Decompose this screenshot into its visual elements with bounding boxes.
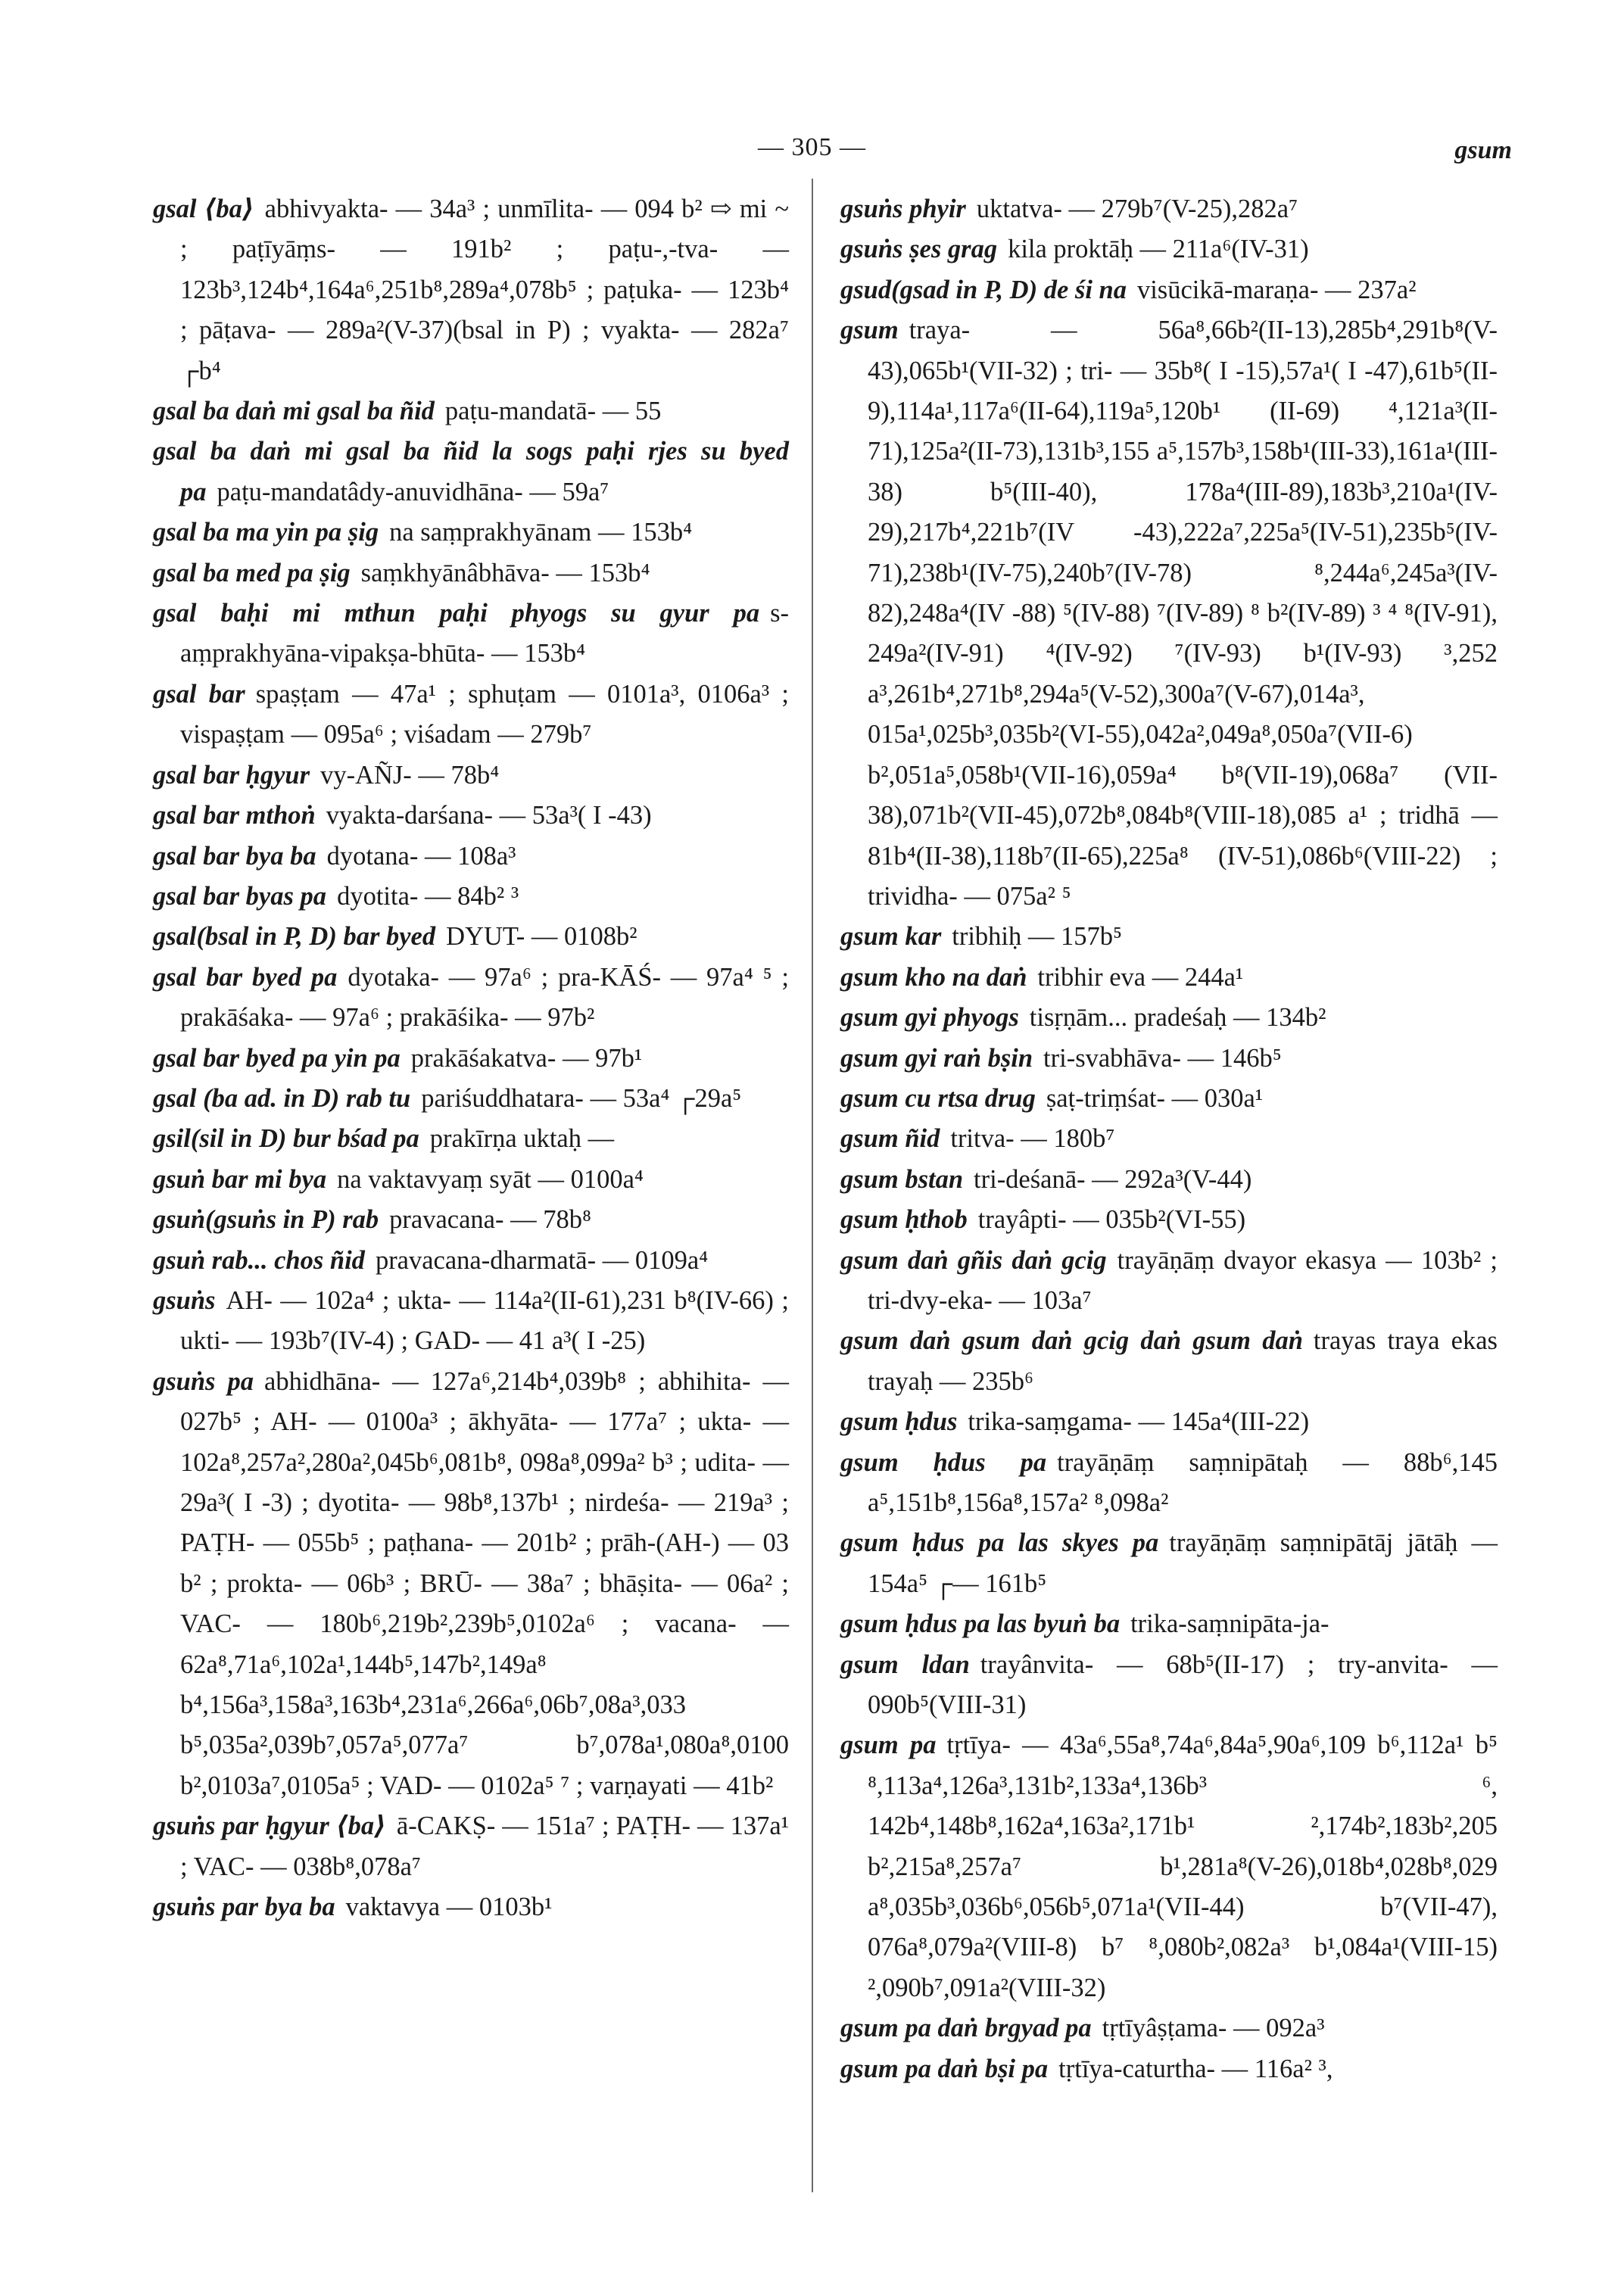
entry-text: uktatva- — 279b⁷(V-25),282a⁷ xyxy=(976,195,1298,223)
entry-headword: gsum ḥdus pa las byuṅ ba xyxy=(840,1609,1121,1639)
entry-headword: gsal ba daṅ mi gsal ba ñid xyxy=(153,397,435,426)
entry-text: vy-AÑJ- — 78b⁴ xyxy=(320,760,500,790)
entry-text: paṭu-mandatā- — 55 xyxy=(444,397,662,426)
dictionary-entry xyxy=(840,1039,1498,1079)
entry-headword: gsum daṅ gsum daṅ gcig daṅ gsum daṅ xyxy=(840,1326,1303,1356)
dictionary-entry xyxy=(153,1039,789,1079)
entry-text: tisṛṇām... pradeśaḥ — 134b² xyxy=(1029,1003,1326,1033)
column-divider xyxy=(812,179,813,2192)
entry-text: vaktavya — 0103b¹ xyxy=(345,1893,553,1922)
dictionary-entry xyxy=(153,1281,789,1362)
dictionary-entry xyxy=(840,1402,1498,1442)
entry-headword: gsum cu rtsa drug xyxy=(840,1083,1036,1113)
entry-headword: gsum pa daṅ bṣi pa xyxy=(840,2054,1049,2083)
entry-headword: gsuṅ rab... chos ñid xyxy=(153,1245,365,1275)
entry-text: ā-CAKṢ- — 151a⁷ ; PAṬH- — 137a¹ ; VAC- — 038b⁸,078a⁷ xyxy=(180,1812,789,1881)
entry-headword: gsuṅs par bya ba xyxy=(153,1893,335,1922)
entry-text: tribhir eva — 244a¹ xyxy=(1037,962,1244,992)
dictionary-entry xyxy=(153,553,789,594)
entry-headword: gsal bar byed pa yin pa xyxy=(153,1043,401,1073)
entry-text: tribhiḥ — 157b⁵ xyxy=(952,922,1123,952)
entry-text: tṛtīya-caturtha- — 116a² ³, xyxy=(1058,2054,1333,2083)
entry-headword: gsum ḥdus pa las skyes pa xyxy=(840,1528,1159,1558)
dictionary-entry xyxy=(840,958,1498,998)
entry-headword: gsal(bsal in P, D) bar byed xyxy=(153,922,436,952)
entry-text: prakāśakatva- — 97b¹ xyxy=(410,1043,643,1073)
entry-headword: gsum pa xyxy=(840,1731,937,1760)
entry-text: dyotana- — 108a³ xyxy=(326,841,516,871)
entry-text: trayas traya ekas trayaḥ — 235b⁶ xyxy=(868,1326,1498,1396)
dictionary-entry xyxy=(153,431,789,512)
entry-headword: gsum pa daṅ brgyad pa xyxy=(840,2014,1092,2043)
dictionary-entry xyxy=(153,756,789,796)
entry-headword: gsal bar bya ba xyxy=(153,841,316,871)
dictionary-entry xyxy=(153,1241,789,1281)
entry-text: ṣaṭ-triṃśat- — 030a¹ xyxy=(1046,1083,1264,1113)
entry-headword: gsum gyi phyogs xyxy=(840,1003,1019,1033)
dictionary-entry xyxy=(153,796,789,836)
entry-headword: gsum kho na daṅ xyxy=(840,962,1027,992)
dictionary-entry xyxy=(840,2049,1498,2089)
dictionary-entry xyxy=(840,1523,1498,1604)
entry-text: pariśuddhatara- — 53a⁴ ┌29a⁵ xyxy=(421,1083,742,1113)
dictionary-entry xyxy=(153,1079,789,1119)
entry-text: visūcikā-maraṇa- — 237a² xyxy=(1136,275,1417,304)
entry-headword: gsuṅs pa xyxy=(153,1366,254,1396)
entry-text: AH- — 102a⁴ ; ukta- — 114a²(II-61),231 b⁸(IV-66) ; ukti- — 193b⁷(IV-4) ; GAD- — 41 a³( I -25) xyxy=(180,1285,789,1356)
entry-text: traya- — 56a⁸,66b²(II-13),285b⁴,291b⁸(V-43),065b¹(VII-32) ; tri- — 35b⁸( I -15),57a¹( I -47),61b⁵(II-9),114a¹,117a⁶(II-64),119a⁵,120b¹ (II-69) ⁴,121a³(II-71),125a²(II-73),131b³,155 a⁵,157b³,158b¹(III-33),161a¹(III-38) b⁵(III-40), 178a⁴(III-89),183b³,210a¹(IV-29),217b⁴,221b⁷(IV -43),222a⁷,225a⁵(IV-51),235b⁵(IV-71),238b¹(IV-75),240b⁷(IV-78) ⁸,244a⁶,245a³(IV-82),248a⁴(IV -88) ⁵(IV-88) ⁷(IV-89) ⁸ b²(IV-89) ³ ⁴ ⁸(IV-91), 249a²(IV-91) ⁴(IV-92) ⁷(IV-93) b¹(IV-93) ³,252 a³,261b⁴,271b⁸,294a⁵(V-52),300a⁷(V-67),014a³, 015a¹,025b³,035b²(VI-55),042a²,049a⁸,050a⁷(VII-6) b²,051a⁵,058b¹(VII-16),059a⁴ b⁸(VII-19),068a⁷ (VII-38),071b²(VII-45),072b⁸,084b⁸(VIII-18),085 a¹ ; tridhā — 81b⁴(II-38),118b⁷(II-65),225a⁸ (IV-51),086b⁶(VIII-22) ; trividha- — 075a² ⁵ xyxy=(868,316,1498,911)
entry-text: na saṃprakhyānam — 153b⁴ xyxy=(389,518,693,547)
entry-headword: gsal bar ḥgyur xyxy=(153,760,310,790)
entry-headword: gsal baḥi mi mthun paḥi phyogs su gyur pa xyxy=(153,599,760,628)
entry-headword: gsum ḥdus xyxy=(840,1407,958,1437)
entry-headword: gsal ba med pa ṣig xyxy=(153,558,351,587)
dictionary-entry xyxy=(153,391,789,431)
entry-headword: gsil(sil in D) bur bśad pa xyxy=(153,1124,419,1154)
dictionary-entry xyxy=(153,958,789,1039)
entry-text: trika-saṃgama- — 145a⁴(III-22) xyxy=(968,1407,1310,1437)
dictionary-entry xyxy=(840,1725,1498,2008)
entry-text: tritva- — 180b⁷ xyxy=(950,1124,1115,1154)
entry-headword: gsum ḥdus pa xyxy=(840,1447,1047,1477)
entry-text: trayāṇāṃ saṃnipātāj jātāḥ — 154a⁵ ┌— 161b⁵ xyxy=(868,1528,1498,1598)
entry-headword: gsuṅ bar mi bya xyxy=(153,1164,327,1194)
entry-headword: gsum bstan xyxy=(840,1164,964,1194)
entry-headword: gsal bar xyxy=(153,679,245,709)
dictionary-entry xyxy=(840,1241,1498,1322)
right-column xyxy=(840,189,1498,2089)
entry-text: abhivyakta- — 34a³ ; unmīlita- — 094 b² ⇨ mi ~ ; paṭīyāṃs- — 191b² ; paṭu-,-tva- — 123b³,124b⁴,164a⁶,251b⁸,289a⁴,078b⁵ ; paṭuka- — 123b⁴ ; pāṭava- — 289a²(V-37)(bsal in P) ; vyakta- — 282a⁷ ┌b⁴ xyxy=(180,195,790,385)
dictionary-entry xyxy=(153,877,789,917)
dictionary-entry xyxy=(840,1321,1498,1402)
entry-text: tṛtīya- — 43a⁶,55a⁸,74a⁶,84a⁵,90a⁶,109 b⁶,112a¹ b⁵ ⁸,113a⁴,126a³,131b²,133a⁴,136b³ ⁶, 142b⁴,148b⁸,162a⁴,163a²,171b¹ ²,174b²,183b²,205 b²,215a⁸,257a⁷ b¹,281a⁸(V-26),018b⁴,028b⁸,029 a⁸,035b³,036b⁶,056b⁵,071a¹(VII-44) b⁷(VII-47), 076a⁸,079a²(VIII-8) b⁷ ⁸,080b²,082a³ b¹,084a¹(VIII-15) ²,090b⁷,091a²(VIII-32) xyxy=(868,1731,1498,2002)
page-number: — 305 — xyxy=(758,133,866,161)
running-head: gsum xyxy=(1454,136,1512,164)
entry-text: prakīrṇa uktaḥ — xyxy=(429,1124,615,1154)
entry-text: dyotita- — 84b² ³ xyxy=(337,881,519,911)
dictionary-entry xyxy=(840,998,1498,1038)
entry-headword: gsuṅs par ḥgyur ⟨ba⟩ xyxy=(153,1812,386,1841)
entry-headword: gsal bar byed pa xyxy=(153,962,338,992)
entry-text: trayāṇāṃ saṃnipātaḥ — 88b⁶,145 a⁵,151b⁸,156a⁸,157a² ⁸,098a² xyxy=(868,1447,1498,1517)
dictionary-entry xyxy=(840,917,1498,957)
dictionary-entry xyxy=(840,1604,1498,1644)
entry-headword: gsal ba daṅ mi gsal ba ñid la sogs paḥi rjes su byed pa xyxy=(153,437,789,506)
dictionary-entry xyxy=(840,1119,1498,1159)
entry-headword: gsal bar mthoṅ xyxy=(153,801,316,830)
left-column xyxy=(153,189,789,1927)
dictionary-entry xyxy=(840,1443,1498,1524)
entry-text: dyotaka- — 97a⁶ ; pra-KĀŚ- — 97a⁴ ⁵ ; prakāśaka- — 97a⁶ ; prakāśika- — 97b² xyxy=(180,962,789,1033)
entry-headword: gsum daṅ gñis daṅ gcig xyxy=(840,1245,1107,1275)
entry-text: abhidhāna- — 127a⁶,214b⁴,039b⁸ ; abhihita- — 027b⁵ ; AH- — 0100a³ ; ākhyāta- — 177a⁷ ; ukta- — 102a⁸,257a²,280a²,045b⁶,081b⁸, 098a⁸,099a² b³ ; udita- — 29a³( I -3) ; dyotita- — 98b⁸,137b¹ ; nirdeśa- — 219a³ ; PAṬH- — 055b⁵ ; paṭhana- — 201b² ; prāh-(AH-) — 03 b² ; prokta- — 06b³ ; BRŪ- — 38a⁷ ; bhāṣita- — 06a² ; VAC- — 180b⁶,219b²,239b⁵,0102a⁶ ; vacana- — 62a⁸,71a⁶,102a¹,144b⁵,147b²,149a⁸ b⁴,156a³,158a³,163b⁴,231a⁶,266a⁶,06b⁷,08a³,033 b⁵,035a²,039b⁷,057a⁵,077a⁷ b⁷,078a¹,080a⁸,0100 b²,0103a⁷,0105a⁵ ; VAD- — 0102a⁵ ⁷ ; varṇayati — 41b² xyxy=(180,1366,789,1800)
entry-headword: gsal bar byas pa xyxy=(153,881,327,911)
dictionary-entry xyxy=(153,1160,789,1200)
dictionary-entry xyxy=(153,189,789,391)
entry-text: spaṣṭam — 47a¹ ; sphuṭam — 0101a³, 0106a³ ; vispaṣṭam — 095a⁶ ; viśadam — 279b⁷ xyxy=(180,679,789,749)
dictionary-entry xyxy=(840,1079,1498,1119)
entry-headword: gsum ḥthob xyxy=(840,1205,968,1235)
entry-headword: gsal ⟨ba⟩ xyxy=(153,195,254,223)
dictionary-entry xyxy=(153,1362,789,1806)
entry-text: pravacana- — 78b⁸ xyxy=(389,1205,591,1235)
dictionary-entry xyxy=(840,310,1498,917)
entry-headword: gsum kar xyxy=(840,922,942,952)
entry-text: DYUT- — 0108b² xyxy=(446,922,637,952)
dictionary-entry xyxy=(840,1645,1498,1726)
entry-headword: gsum ñid xyxy=(840,1124,940,1154)
entry-headword: gsuṅs ṣes grag xyxy=(840,235,998,264)
dictionary-entry xyxy=(840,229,1498,269)
dictionary-entry xyxy=(840,270,1498,310)
dictionary-entry xyxy=(153,512,789,553)
dictionary-entry xyxy=(840,2008,1498,2048)
dictionary-entry xyxy=(153,1200,789,1240)
entry-headword: gsum gyi raṅ bṣin xyxy=(840,1043,1033,1073)
entry-text: trika-saṃnipāta-ja- xyxy=(1130,1609,1329,1639)
page-header xyxy=(0,133,1624,179)
entry-text: trayāṇāṃ dvayor ekasya — 103b² ; tri-dvy-eka- — 103a⁷ xyxy=(868,1245,1498,1315)
entry-text: kila proktāḥ — 211a⁶(IV-31) xyxy=(1008,235,1309,264)
entry-text: na vaktavyaṃ syāt — 0100a⁴ xyxy=(337,1164,644,1194)
dictionary-entry xyxy=(840,1160,1498,1200)
dictionary-entry xyxy=(153,1887,789,1927)
entry-headword: gsal (ba ad. in D) rab tu xyxy=(153,1083,411,1113)
entry-headword: gsum xyxy=(840,316,899,345)
entry-headword: gsuṅs phyir xyxy=(840,195,966,223)
entry-text: s-aṃprakhyāna-vipakṣa-bhūta- — 153b⁴ xyxy=(180,599,789,668)
dictionary-entry xyxy=(153,594,789,675)
entry-headword: gsud(gsad in P, D) de śi na xyxy=(840,275,1127,304)
entry-headword: gsum ldan xyxy=(840,1650,970,1679)
entry-text: vyakta-darśana- — 53a³( I -43) xyxy=(326,801,652,830)
dictionary-entry xyxy=(153,917,789,957)
entry-headword: gsuṅ(gsuṅs in P) rab xyxy=(153,1205,379,1235)
entry-text: trayânvita- — 68b⁵(II-17) ; try-anvita- — 090b⁵(VIII-31) xyxy=(868,1650,1498,1720)
entry-headword: gsuṅs xyxy=(153,1285,216,1315)
entry-text: pravacana-dharmatā- — 0109a⁴ xyxy=(375,1245,709,1275)
entry-text: trayâpti- — 035b²(VI-55) xyxy=(977,1205,1246,1235)
entry-text: tṛtīyâṣṭama- — 092a³ xyxy=(1102,2014,1325,2043)
dictionary-entry xyxy=(840,189,1498,229)
dictionary-entry xyxy=(840,1200,1498,1240)
dictionary-entry xyxy=(153,675,789,756)
entry-headword: gsal ba ma yin pa ṣig xyxy=(153,518,379,547)
dictionary-entry xyxy=(153,837,789,877)
entry-text: tri-svabhāva- — 146b⁵ xyxy=(1043,1043,1282,1073)
entry-text: paṭu-mandatâdy-anuvidhāna- — 59a⁷ xyxy=(217,477,609,506)
entry-text: tri-deśanā- — 292a³(V-44) xyxy=(974,1164,1252,1194)
dictionary-entry xyxy=(153,1119,789,1159)
entry-text: saṃkhyānâbhāva- — 153b⁴ xyxy=(360,558,650,587)
dictionary-entry xyxy=(153,1806,789,1887)
